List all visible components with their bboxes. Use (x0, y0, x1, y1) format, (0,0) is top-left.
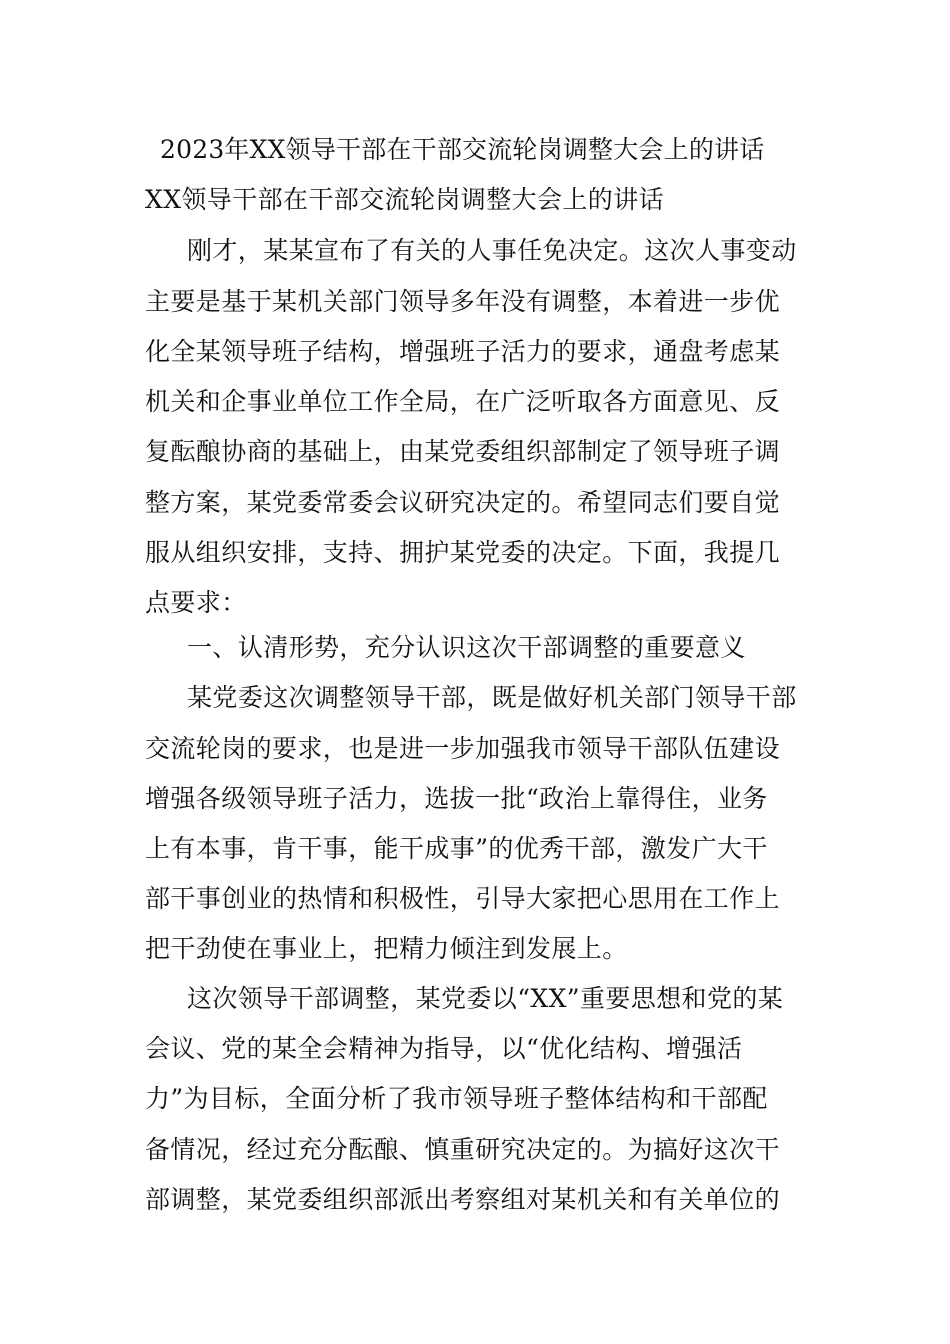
document-subtitle: XX领导干部在干部交流轮岗调整大会上的讲话 (145, 185, 664, 214)
paragraph-line: 备情况，经过充分酝酿、慎重研究决定的。为搞好这次干 (145, 1135, 781, 1164)
paragraph-line: 力”为目标，全面分析了我市领导班子整体结构和干部配 (145, 1084, 768, 1113)
paragraph-line: 某党委这次调整领导干部，既是做好机关部门领导干部 (187, 683, 797, 712)
paragraph-line: 服从组织安排，支持、拥护某党委的决定。下面，我提几 (145, 538, 781, 567)
paragraph-line: 这次领导干部调整，某党委以“XX”重要思想和党的某 (187, 984, 784, 1013)
document-title: 2023年XX领导干部在干部交流轮岗调整大会上的讲话 (160, 135, 765, 164)
paragraph-line: 整方案，某党委常委会议研究决定的。希望同志们要自觉 (145, 488, 781, 517)
paragraph-line: 部调整，某党委组织部派出考察组对某机关和有关单位的 (145, 1185, 781, 1214)
paragraph-line: 点要求： (145, 588, 247, 617)
paragraph-line: 机关和企事业单位工作全局，在广泛听取各方面意见、反 (145, 387, 781, 416)
paragraph-line: 会议、党的某全会精神为指导，以“优化结构、增强活 (145, 1034, 743, 1063)
paragraph-line: 上有本事，肯干事，能干成事”的优秀干部，激发广大干 (145, 834, 768, 863)
paragraph-line: 部干事创业的热情和积极性，引导大家把心思用在工作上 (145, 884, 781, 913)
paragraph-line: 复酝酿协商的基础上，由某党委组织部制定了领导班子调 (145, 437, 781, 466)
paragraph-line: 把干劲使在事业上，把精力倾注到发展上。 (145, 934, 628, 963)
paragraph-line: 化全某领导班子结构，增强班子活力的要求，通盘考虑某 (145, 337, 781, 366)
paragraph-line: 刚才，某某宣布了有关的人事任免决定。这次人事变动 (187, 236, 797, 265)
paragraph-line: 交流轮岗的要求，也是进一步加强我市领导干部队伍建设 (145, 734, 781, 763)
section-heading: 一、认清形势，充分认识这次干部调整的重要意义 (187, 633, 746, 662)
paragraph-line: 增强各级领导班子活力，选拔一批“政治上靠得住，业务 (145, 784, 768, 813)
paragraph-line: 主要是基于某机关部门领导多年没有调整，本着进一步优 (145, 287, 781, 316)
